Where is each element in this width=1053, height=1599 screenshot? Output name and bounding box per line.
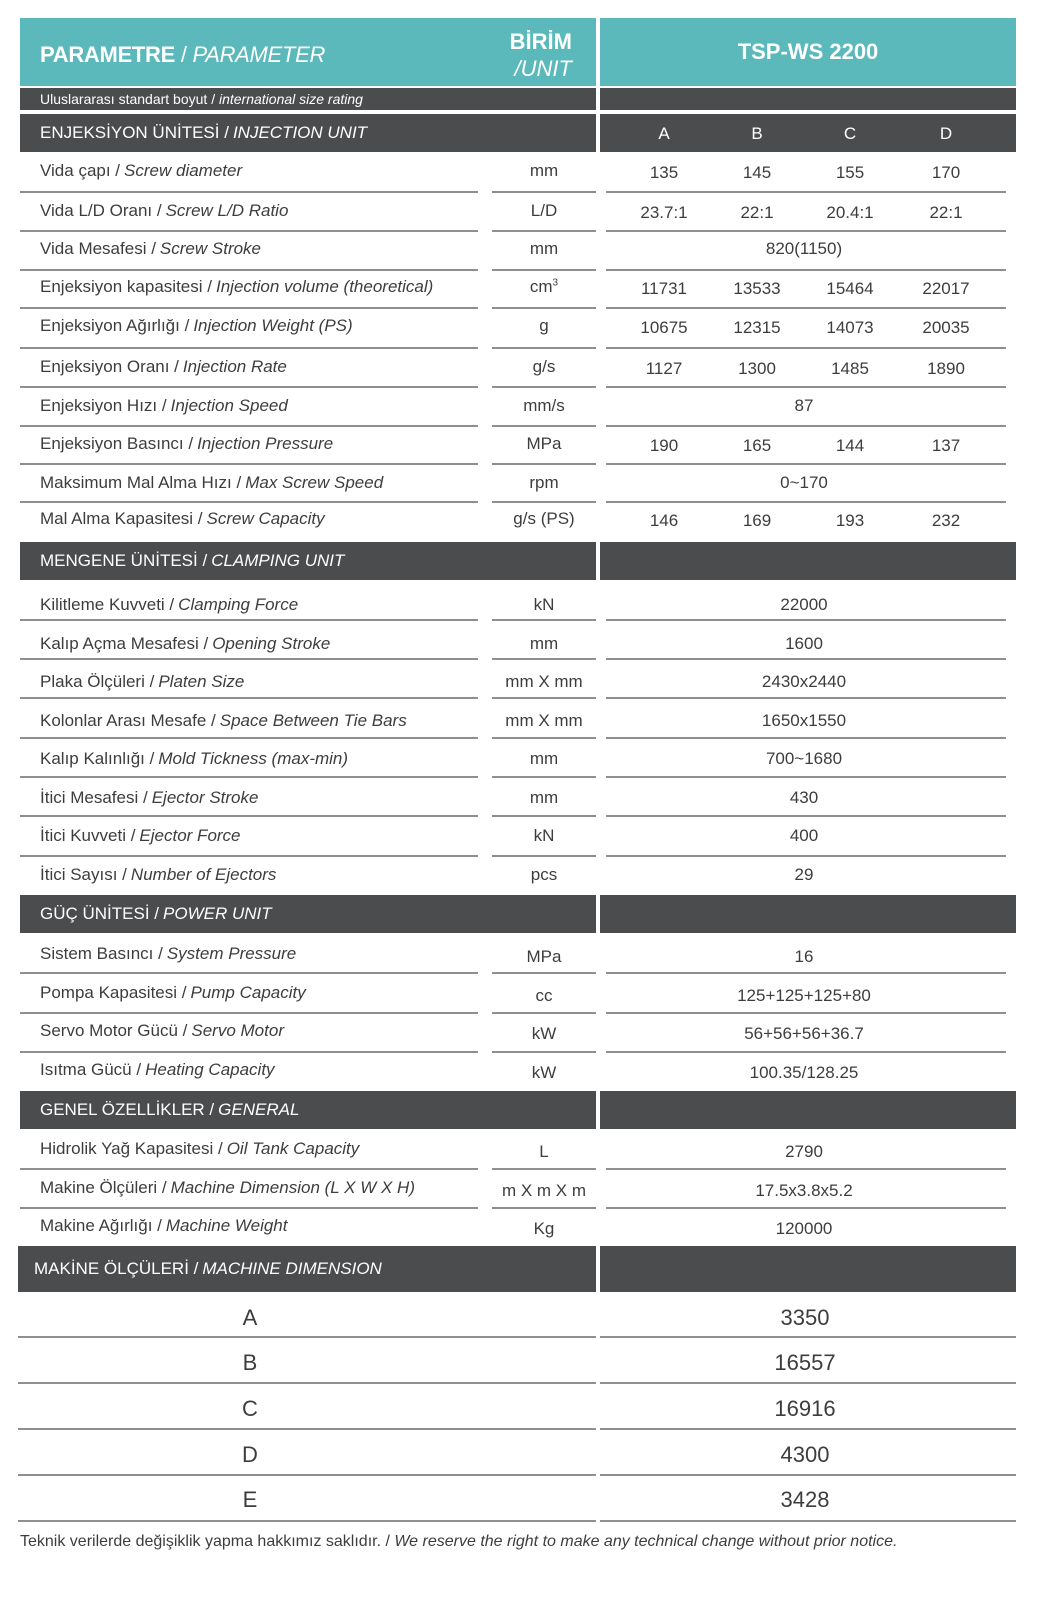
row-unit: mm	[529, 749, 559, 768]
value-cell: 0~170	[780, 473, 828, 492]
row-unit: L	[539, 1142, 549, 1161]
value-cell: 22:1	[740, 203, 774, 222]
row-label	[40, 749, 348, 769]
row-divider	[606, 269, 1006, 271]
dimension-label: D	[242, 1442, 258, 1467]
label-tr: Vida L/D Oranı /	[40, 201, 162, 220]
section-power-unit: GÜÇ ÜNİTESİ / POWER UNIT	[20, 895, 596, 933]
row-divider	[492, 307, 596, 309]
label-tr: İtici Sayısı /	[40, 865, 127, 884]
row-divider	[606, 815, 1006, 817]
row-label	[40, 316, 353, 336]
header-parameter-title: PARAMETRE / PARAMETER	[40, 42, 326, 67]
label-en: Oil Tank Capacity	[226, 1139, 360, 1158]
row-label	[40, 672, 244, 692]
value-cell: 1300	[738, 359, 776, 378]
disclaimer-footer: Teknik verilerde değişiklik yapma hakkımız saklıdır. / We reserve the right to make any technical change without prior notice.	[20, 1533, 898, 1550]
label-en: Heating Capacity	[145, 1060, 275, 1079]
row-divider	[606, 972, 1006, 974]
dimension-label: C	[242, 1396, 258, 1421]
value-cell: 1127	[645, 359, 683, 378]
value-cell: 155	[835, 163, 865, 182]
row-divider	[492, 1207, 596, 1209]
row-label	[40, 509, 325, 529]
value-cell: 2430x2440	[761, 672, 847, 691]
row-unit: MPa	[526, 434, 562, 453]
row-unit: mm/s	[523, 396, 565, 415]
value-cell: 17.5x3.8x5.2	[755, 1181, 853, 1200]
row-unit: mm	[529, 634, 559, 653]
row-divider	[492, 737, 596, 739]
dimension-value: 4300	[780, 1442, 830, 1467]
row-unit: m X m X m	[501, 1181, 587, 1200]
label-en: Max Screw Speed	[245, 473, 384, 492]
value-cell: 2790	[785, 1142, 823, 1161]
label-en: Ejector Stroke	[151, 788, 259, 807]
value-cell: 430	[789, 788, 819, 807]
label-tr: Plaka Ölçüleri /	[40, 672, 155, 691]
row-unit: pcs	[530, 865, 558, 884]
label-en: Screw diameter	[124, 161, 243, 180]
row-divider	[606, 1012, 1006, 1014]
dimension-label: A	[242, 1305, 258, 1330]
label-en: Injection Weight (PS)	[193, 316, 353, 335]
row-unit: g/s	[532, 357, 556, 376]
section-machine-dimension: MAKİNE ÖLÇÜLERİ / MACHINE DIMENSION	[18, 1246, 596, 1292]
label-tr: Kalıp Açma Mesafesi /	[40, 634, 209, 653]
row-label	[40, 865, 276, 885]
value-cell: 820(1150)	[765, 239, 843, 258]
row-divider	[492, 1168, 596, 1170]
value-cell: 22017	[922, 279, 970, 298]
row-divider	[492, 463, 596, 465]
row-divider	[20, 737, 478, 739]
row-divider	[492, 501, 596, 503]
row-divider	[20, 1207, 478, 1209]
header-model-name: TSP-WS 2200	[600, 18, 1016, 86]
row-divider	[606, 658, 1006, 660]
row-label	[40, 473, 383, 493]
row-unit: mm X mm	[505, 672, 583, 691]
row-divider	[606, 501, 1006, 503]
label-tr: Mal Alma Kapasitesi /	[40, 509, 203, 528]
row-divider	[606, 386, 1006, 388]
label-en: Screw Capacity	[206, 509, 325, 528]
value-cell: 10675	[640, 318, 688, 337]
row-divider	[492, 1051, 596, 1053]
value-cell: 170	[931, 163, 961, 182]
dimension-label: B	[242, 1350, 258, 1375]
row-divider	[606, 1168, 1006, 1170]
value-cell: 146	[649, 511, 679, 530]
row-label	[40, 983, 306, 1003]
value-cell: 29	[794, 865, 814, 884]
row-label	[40, 788, 258, 808]
row-unit: mm	[529, 239, 559, 258]
row-divider	[20, 1051, 478, 1053]
row-divider	[606, 855, 1006, 857]
dimension-value: 16916	[774, 1396, 836, 1421]
column-d: D	[939, 124, 953, 143]
row-divider	[606, 697, 1006, 699]
label-en: Screw L/D Ratio	[165, 201, 289, 220]
row-divider	[492, 191, 596, 193]
label-tr: Makine Ağırlığı /	[40, 1216, 162, 1235]
value-cell: 137	[931, 436, 961, 455]
row-divider	[20, 269, 478, 271]
row-unit: mm	[529, 161, 559, 180]
section-injection-columns	[600, 114, 1016, 152]
row-divider	[600, 1520, 1016, 1522]
section-power-value-cell	[600, 895, 1016, 933]
row-divider	[600, 1336, 1016, 1338]
row-divider	[492, 972, 596, 974]
row-label	[40, 711, 407, 731]
row-divider	[606, 776, 1006, 778]
label-tr: Maksimum Mal Alma Hızı /	[40, 473, 242, 492]
row-divider	[606, 230, 1006, 232]
label-en: Machine Weight	[165, 1216, 288, 1235]
label-en: Screw Stroke	[159, 239, 262, 258]
value-cell: 169	[742, 511, 772, 530]
label-en: Injection volume (theoretical)	[215, 277, 434, 296]
row-divider	[18, 1382, 596, 1384]
value-cell: 12315	[733, 318, 781, 337]
value-cell: 120000	[775, 1219, 833, 1238]
label-en: Platen Size	[158, 672, 245, 691]
row-label	[40, 826, 241, 846]
row-divider	[20, 972, 478, 974]
row-divider	[492, 425, 596, 427]
row-divider	[20, 230, 478, 232]
row-divider	[492, 347, 596, 349]
value-cell: 190	[649, 436, 679, 455]
row-divider	[20, 619, 478, 621]
dimension-label: E	[242, 1487, 258, 1512]
label-tr: Kilitleme Kuvveti /	[40, 595, 175, 614]
row-unit: cc	[535, 986, 553, 1005]
row-divider	[492, 776, 596, 778]
row-label	[40, 1021, 284, 1041]
row-divider	[606, 347, 1006, 349]
value-cell: 20035	[922, 318, 970, 337]
row-divider	[606, 425, 1006, 427]
label-en: Opening Stroke	[212, 634, 331, 653]
row-unit: kN	[533, 595, 555, 614]
value-cell: 1600	[785, 634, 823, 653]
value-cell: 1485	[831, 359, 869, 378]
row-divider	[18, 1520, 596, 1522]
row-label	[40, 357, 287, 377]
value-cell: 135	[649, 163, 679, 182]
row-divider	[606, 619, 1006, 621]
value-cell: 145	[742, 163, 772, 182]
row-label	[40, 1060, 275, 1080]
row-divider	[20, 347, 478, 349]
row-divider	[600, 1428, 1016, 1430]
row-label	[40, 634, 330, 654]
section-clamping-value-cell	[600, 542, 1016, 580]
value-cell: 700~1680	[765, 749, 843, 768]
row-divider	[20, 501, 478, 503]
label-en: Machine Dimension (L X W X H)	[170, 1178, 415, 1197]
value-cell: 13533	[733, 279, 781, 298]
row-divider	[492, 269, 596, 271]
column-c: C	[843, 124, 857, 143]
row-divider	[492, 230, 596, 232]
row-unit: kN	[533, 826, 555, 845]
label-en: Injection Pressure	[197, 434, 334, 453]
row-unit: $cm^3$	[529, 277, 559, 296]
dimension-value: 3350	[780, 1305, 830, 1330]
row-label	[40, 396, 288, 416]
value-cell: 1650x1550	[761, 711, 847, 730]
value-cell: 232	[931, 511, 961, 530]
section-clamping-unit: MENGENE ÜNİTESİ / CLAMPING UNIT	[20, 542, 596, 580]
row-unit: L/D	[530, 201, 558, 220]
value-cell: 22:1	[929, 203, 963, 222]
label-en: Injection Rate	[182, 357, 287, 376]
row-label	[40, 161, 242, 181]
value-cell: 15464	[826, 279, 874, 298]
row-label	[40, 1216, 287, 1236]
row-unit: g/s (PS)	[513, 509, 575, 528]
row-divider	[492, 697, 596, 699]
row-divider	[600, 1382, 1016, 1384]
size-rating-row: Uluslararası standart boyut / international size rating	[20, 88, 596, 110]
value-cell: 11731	[640, 279, 687, 298]
row-label	[40, 944, 296, 964]
row-divider	[20, 815, 478, 817]
value-cell: 87	[794, 396, 814, 415]
label-tr: Vida Mesafesi /	[40, 239, 156, 258]
row-unit: rpm	[529, 473, 559, 492]
dimension-value: 3428	[780, 1487, 830, 1512]
label-tr: Enjeksiyon Oranı /	[40, 357, 179, 376]
value-cell: 20.4:1	[826, 203, 874, 222]
label-tr: Makine Ölçüleri /	[40, 1178, 167, 1197]
row-unit: MPa	[526, 947, 562, 966]
label-en: Servo Motor	[191, 1021, 284, 1040]
row-label	[40, 239, 261, 259]
label-tr: Vida çapı /	[40, 161, 121, 180]
row-divider	[492, 619, 596, 621]
column-b: B	[751, 124, 763, 143]
value-cell: 16	[794, 947, 814, 966]
label-en: Ejector Force	[139, 826, 241, 845]
label-en: Clamping Force	[178, 595, 299, 614]
row-divider	[606, 737, 1006, 739]
row-unit: kW	[531, 1063, 557, 1082]
value-cell: 165	[742, 436, 772, 455]
row-divider	[20, 697, 478, 699]
label-en: Pump Capacity	[190, 983, 306, 1002]
label-en: Space Between Tie Bars	[219, 711, 407, 730]
label-tr: Enjeksiyon Hızı /	[40, 396, 167, 415]
row-divider	[606, 463, 1006, 465]
value-cell: 144	[835, 436, 865, 455]
row-divider	[600, 1474, 1016, 1476]
row-divider	[20, 855, 478, 857]
value-cell: 14073	[826, 318, 874, 337]
row-divider	[492, 855, 596, 857]
row-divider	[606, 1207, 1006, 1209]
label-en: System Pressure	[166, 944, 297, 963]
label-en: Injection Speed	[170, 396, 288, 415]
label-tr: Enjeksiyon kapasitesi /	[40, 277, 212, 296]
row-divider	[20, 425, 478, 427]
row-label	[40, 1139, 359, 1159]
row-divider	[606, 1051, 1006, 1053]
label-tr: Hidrolik Yağ Kapasitesi /	[40, 1139, 223, 1158]
label-en: Mold Tickness (max-min)	[158, 749, 349, 768]
label-tr: Isıtma Gücü /	[40, 1060, 142, 1079]
value-cell: 1890	[927, 359, 965, 378]
row-label	[40, 1178, 415, 1198]
label-tr: Pompa Kapasitesi /	[40, 983, 187, 1002]
row-divider	[606, 191, 1006, 193]
label-tr: Enjeksiyon Basıncı /	[40, 434, 194, 453]
section-machine-dimension-value-cell	[600, 1246, 1016, 1292]
label-tr: Enjeksiyon Ağırlığı /	[40, 316, 190, 335]
row-divider	[20, 658, 478, 660]
row-unit: mm	[529, 788, 559, 807]
value-cell: 400	[789, 826, 819, 845]
row-divider	[18, 1474, 596, 1476]
value-cell: 22000	[780, 595, 828, 614]
row-divider	[20, 386, 478, 388]
row-divider	[20, 191, 478, 193]
row-unit: Kg	[533, 1219, 555, 1238]
dimension-value: 16557	[774, 1350, 836, 1375]
label-tr: Sistem Basıncı /	[40, 944, 163, 963]
row-unit: g	[539, 316, 549, 335]
value-cell: 23.7:1	[640, 203, 688, 222]
row-divider	[492, 815, 596, 817]
row-divider	[606, 307, 1006, 309]
row-divider	[20, 307, 478, 309]
row-divider	[492, 658, 596, 660]
section-injection-unit: ENJEKSİYON ÜNİTESİ / INJECTION UNIT	[20, 114, 596, 152]
value-cell: 193	[835, 511, 865, 530]
row-divider	[492, 1012, 596, 1014]
row-divider	[20, 776, 478, 778]
row-label	[40, 201, 288, 221]
label-tr: Kolonlar Arası Mesafe /	[40, 711, 216, 730]
label-tr: Servo Motor Gücü /	[40, 1021, 188, 1040]
row-unit: kW	[531, 1024, 557, 1043]
value-cell: 100.35/128.25	[749, 1063, 859, 1082]
label-en: Number of Ejectors	[130, 865, 277, 884]
header-unit-title: BİRİM /UNIT	[509, 29, 572, 81]
row-divider	[20, 1012, 478, 1014]
value-cell: 56+56+56+36.7	[744, 1024, 864, 1043]
header-parameter-cell	[20, 18, 596, 86]
row-divider	[20, 1168, 478, 1170]
row-divider	[18, 1428, 596, 1430]
size-rating-value-cell	[600, 88, 1016, 110]
row-label	[40, 434, 333, 454]
section-general-value-cell	[600, 1091, 1016, 1129]
label-tr: Kalıp Kalınlığı /	[40, 749, 155, 768]
value-cell: 125+125+125+80	[737, 986, 871, 1005]
row-label	[40, 595, 298, 615]
label-tr: İtici Kuvveti /	[40, 826, 136, 845]
row-label	[40, 277, 433, 297]
row-divider	[20, 463, 478, 465]
row-divider	[492, 386, 596, 388]
label-tr: İtici Mesafesi /	[40, 788, 148, 807]
row-divider	[18, 1336, 596, 1338]
section-general: GENEL ÖZELLİKLER / GENERAL	[20, 1091, 596, 1129]
column-a: A	[658, 124, 670, 143]
row-unit: mm X mm	[505, 711, 583, 730]
